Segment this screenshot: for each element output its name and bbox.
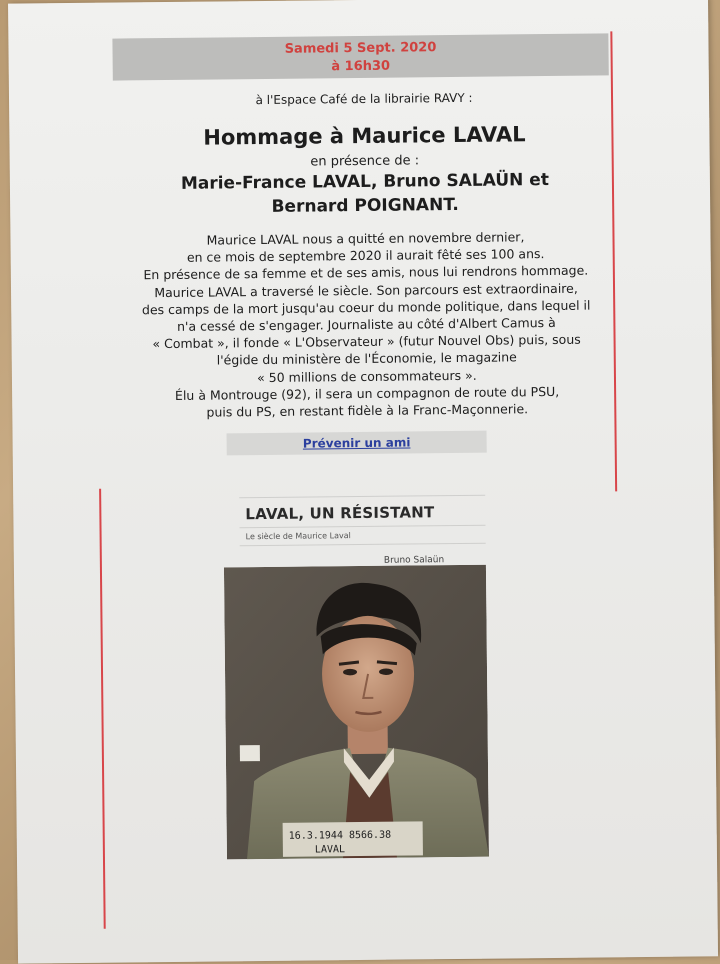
portrait-image: [224, 565, 489, 860]
description-line: Élu à Montrouge (92), il sera un compagnon de route du PSU,: [174, 383, 560, 403]
book-subtitle: Le siècle de Maurice Laval: [245, 531, 351, 542]
event-title: Hommage à Maurice LAVAL: [203, 122, 526, 150]
book-title: LAVAL, UN RÉSISTANT: [245, 503, 435, 524]
plaque-name: LAVAL: [314, 844, 346, 856]
description-line: Maurice LAVAL nous a quitté en novembre dernier,: [206, 229, 525, 248]
guests-line: Bernard POIGNANT.: [271, 194, 459, 217]
description-line: Maurice LAVAL a traversé le siècle. Son parcours est extraordinaire,: [154, 280, 578, 300]
notify-friend-link[interactable]: Prévenir un ami: [227, 431, 487, 456]
description-line: l'égide du ministère de l'Économie, le magazine: [216, 349, 517, 368]
guests-list: [110, 167, 620, 220]
book-rule-top: [239, 495, 485, 499]
plaque-number: 16.3.1944 8566.38: [288, 829, 392, 842]
venue-line: à l'Espace Café de la librairie RAVY :: [255, 90, 473, 108]
description-line: En présence de sa femme et de ses amis, nous lui rendrons hommage.: [143, 263, 589, 283]
event-time: à 16h30: [331, 58, 391, 75]
presence-line: en présence de :: [310, 153, 420, 170]
book-rule-middle: [240, 525, 486, 529]
book-author: Bruno Salaün: [383, 555, 445, 566]
description-line: puis du PS, en restant fidèle à la Franc-Maçonnerie.: [206, 401, 529, 420]
event-date: Samedi 5 Sept. 2020: [284, 40, 437, 57]
description-line: n'a cessé de s'engager. Journaliste au côté d'Albert Camus à: [177, 314, 556, 334]
description-line: « 50 millions de consommateurs ».: [257, 367, 477, 385]
margin-line-left: [99, 489, 106, 929]
description-line: des camps de la mort jusqu'au coeur du monde politique, dans lequel il: [141, 297, 591, 318]
portrait-photo: [224, 565, 489, 860]
description-line: en ce mois de septembre 2020 il aurait fêté ses 100 ans.: [186, 246, 545, 266]
flyer-paper: [8, 0, 718, 964]
event-description: [102, 227, 630, 422]
description-line: « Combat », il fonde « L'Observateur » (futur Nouvel Obs) puis, sous: [152, 331, 581, 352]
book-rule-lower: [240, 543, 486, 547]
guests-line: Marie-France LAVAL, Bruno SALAÜN et: [180, 170, 550, 194]
date-banner: [112, 33, 608, 80]
